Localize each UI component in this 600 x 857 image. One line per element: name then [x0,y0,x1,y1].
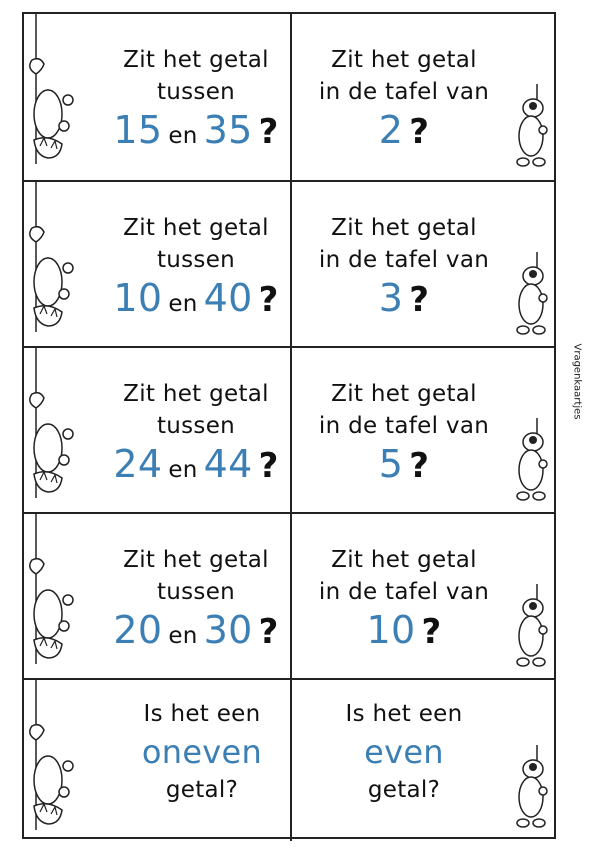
question-line-1: Zit het getal [331,547,477,573]
dog-icon [507,584,551,670]
question-mark: ? [258,446,279,486]
card-row [24,14,554,178]
table-line [290,108,518,152]
question-card-table [290,514,555,678]
side-label [565,343,583,428]
question-line-1: Zit het getal [331,47,477,73]
range-end: 44 [203,442,253,486]
question-card-between [24,348,289,512]
dog-icon [507,745,551,831]
question-mark: ? [409,446,430,486]
range-start: 24 [113,442,163,486]
range-line [102,608,290,652]
question-card-table [290,182,555,346]
question-line-2: tussen [156,247,236,273]
card-row [24,346,554,512]
question-line-2: in de tafel van [318,413,490,439]
card-question [102,212,290,320]
question-card-table [290,348,555,512]
question-card-between [24,14,289,178]
question-line-1: Zit het getal [123,47,269,73]
dog-icon [507,252,551,338]
connector-en: en [168,457,198,483]
question-line-1: Zit het getal [123,215,269,241]
card-question [290,544,518,652]
side-label-text: Vragenkaartjes [571,343,583,420]
card-question [102,44,290,152]
hanging-cat-icon [24,14,84,178]
table-line [290,608,518,652]
question-mark: ? [409,280,430,320]
question-mark: ? [258,612,279,652]
card-question [290,212,518,320]
table-line [290,442,518,486]
card-row [24,512,554,678]
card-sheet [22,12,556,839]
question-line-2: tussen [156,579,236,605]
range-line [102,108,290,152]
question-line-2: in de tafel van [318,79,490,105]
card-question [108,698,296,806]
question-line-3: getal? [165,777,239,803]
question-line-1: Zit het getal [123,547,269,573]
range-line [102,442,290,486]
range-end: 40 [203,276,253,320]
question-card-between [24,182,289,346]
question-card-even [290,680,555,839]
connector-en: en [168,123,198,149]
question-line-2: tussen [156,79,236,105]
table-number: 2 [378,108,404,152]
table-number: 10 [366,608,416,652]
question-line-2: in de tafel van [318,579,490,605]
card-question [290,44,518,152]
question-card-odd [24,680,289,839]
question-mark: ? [409,112,430,152]
dog-icon [507,418,551,504]
range-end: 30 [203,608,253,652]
question-mark: ? [421,612,442,652]
question-line-1: Zit het getal [331,215,477,241]
question-card-between [24,514,289,678]
question-mark: ? [258,280,279,320]
parity-word: even [364,733,444,771]
card-row [24,180,554,346]
table-line [290,276,518,320]
table-number: 3 [378,276,404,320]
question-line-1: Zit het getal [123,381,269,407]
range-line [102,276,290,320]
hanging-cat-icon [24,348,84,512]
question-card-table [290,14,555,178]
table-number: 5 [378,442,404,486]
question-line-1: Is het een [345,701,463,727]
question-line-1: Is het een [143,701,261,727]
range-start: 15 [113,108,163,152]
range-end: 35 [203,108,253,152]
question-mark: ? [258,112,279,152]
dog-icon [507,84,551,170]
range-start: 10 [113,276,163,320]
connector-en: en [168,623,198,649]
hanging-cat-icon [24,182,84,346]
connector-en: en [168,291,198,317]
parity-word: oneven [141,733,263,771]
hanging-cat-icon [24,680,84,844]
card-row [24,678,554,839]
card-question [290,378,518,486]
question-line-2: in de tafel van [318,247,490,273]
card-question [102,378,290,486]
hanging-cat-icon [24,514,84,678]
question-line-2: tussen [156,413,236,439]
range-start: 20 [113,608,163,652]
question-line-1: Zit het getal [331,381,477,407]
card-question [290,698,518,806]
question-line-3: getal? [367,777,441,803]
card-question [102,544,290,652]
